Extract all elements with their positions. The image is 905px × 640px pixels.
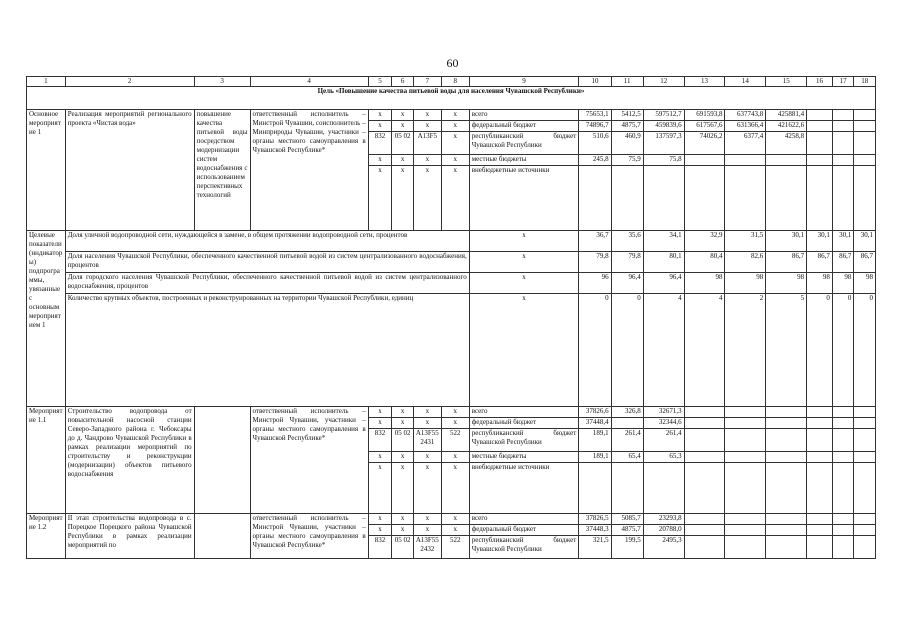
amount-cell	[766, 166, 807, 231]
amount-cell: 261,4	[611, 429, 643, 452]
funding-source: республиканский бюджет Чувашской Республики	[469, 429, 579, 452]
target-article-code: x	[413, 166, 441, 231]
indicator-value: 79,8	[611, 252, 643, 273]
amount-cell: 32671,3	[643, 407, 684, 418]
amount-cell: 421622,6	[766, 121, 807, 132]
amount-cell	[807, 536, 833, 559]
indicator-value: 5	[766, 294, 807, 407]
grbs-code: 832	[368, 429, 392, 452]
amount-cell	[807, 132, 833, 155]
indicator-value: 0	[611, 294, 643, 407]
amount-cell	[807, 525, 833, 536]
column-number-7: 7	[413, 77, 441, 87]
indicator-value: 98	[832, 273, 853, 294]
amount-cell	[854, 132, 876, 155]
amount-cell	[684, 155, 725, 166]
amount-cell: 321,5	[579, 536, 611, 559]
amount-cell	[832, 514, 853, 525]
amount-cell	[854, 155, 876, 166]
amount-cell	[807, 110, 833, 121]
amount-cell	[832, 166, 853, 231]
amount-cell	[725, 155, 766, 166]
grbs-code: x	[368, 121, 392, 132]
indicator-value: 96,4	[611, 273, 643, 294]
mer1-row	[27, 110, 876, 121]
amount-cell: 20788,0	[643, 525, 684, 536]
funding-source: республиканский бюджет Чувашской Республики	[469, 536, 579, 559]
program-table	[26, 76, 876, 559]
indicator-value: 30,1	[807, 231, 833, 252]
indicator-value: 32,9	[684, 231, 725, 252]
mer1-name: Реализация мероприятий регионального проекта «Чистая вода»	[65, 110, 194, 231]
section-code: x	[392, 525, 413, 536]
amount-cell	[684, 452, 725, 463]
column-number-14: 14	[725, 77, 766, 87]
amount-cell: 75653,1	[579, 110, 611, 121]
amount-cell	[854, 121, 876, 132]
amount-cell	[854, 536, 876, 559]
column-number-5: 5	[368, 77, 392, 87]
indicator-name: Количество крупных объектов, построенных и реконструированных на территории Чувашской Республики, единиц	[65, 294, 469, 407]
amount-cell	[832, 155, 853, 166]
indicator-value: 0	[854, 294, 876, 407]
mer11-name: Строительство водопровода от повысительной насосной станции Северо-Западного района г. Чебоксары до д. Чандрово Чувашской Республики в рамках реализации мероприятий по строительству и реконструкции (модернизации) объектов питьевого водоснабжения	[65, 407, 194, 514]
amount-cell	[807, 121, 833, 132]
expense-type-code: x	[441, 407, 469, 418]
amount-cell: 4258,8	[766, 132, 807, 155]
amount-cell: 74026,2	[684, 132, 725, 155]
mer11-number: Мероприятие 1.1	[27, 407, 66, 514]
amount-cell	[684, 525, 725, 536]
target-article-code: x	[413, 110, 441, 121]
amount-cell	[832, 452, 853, 463]
amount-cell	[832, 407, 853, 418]
amount-cell	[766, 463, 807, 514]
grbs-code: x	[368, 155, 392, 166]
amount-cell: 245,8	[579, 155, 611, 166]
column-number-12: 12	[643, 77, 684, 87]
amount-cell	[725, 407, 766, 418]
grbs-code: 832	[368, 132, 392, 155]
expense-type-code: x	[441, 452, 469, 463]
section-code: x	[392, 418, 413, 429]
amount-cell: 65,4	[611, 452, 643, 463]
amount-cell: 37826,5	[579, 514, 611, 525]
amount-cell	[725, 514, 766, 525]
amount-cell: 75,9	[611, 155, 643, 166]
expense-type-code: x	[441, 121, 469, 132]
amount-cell: 75,8	[643, 155, 684, 166]
indicator-value: 35,6	[611, 231, 643, 252]
amount-cell: 4875,7	[611, 121, 643, 132]
amount-cell	[725, 536, 766, 559]
amount-cell	[807, 407, 833, 418]
mer12-executors: ответственный исполнитель – Минстрой Чувашии, участники – органы местного самоуправления в Чувашской Республике*	[250, 514, 368, 559]
section-code: x	[392, 166, 413, 231]
indicator-value: 96	[579, 273, 611, 294]
funding-source: внебюджетные источники	[469, 463, 579, 514]
target-article-code: x	[413, 407, 441, 418]
amount-cell: 189,1	[579, 429, 611, 452]
amount-cell	[854, 514, 876, 525]
mer12-row	[27, 514, 876, 525]
target-article-code: A13F552432	[413, 536, 441, 559]
target-article-code: x	[413, 514, 441, 525]
amount-cell	[766, 418, 807, 429]
amount-cell	[854, 110, 876, 121]
amount-cell	[832, 525, 853, 536]
amount-cell: 510,6	[579, 132, 611, 155]
indicator-value: 86,7	[832, 252, 853, 273]
indicator-mark: x	[469, 273, 579, 294]
target-article-code: x	[413, 155, 441, 166]
funding-source: внебюджетные источники	[469, 166, 579, 231]
grbs-code: x	[368, 514, 392, 525]
amount-cell: 637743,8	[725, 110, 766, 121]
column-number-13: 13	[684, 77, 725, 87]
amount-cell: 199,5	[611, 536, 643, 559]
indicator-mark: x	[469, 294, 579, 407]
indicators-label: Целевые показатели (индикаторы) подпрограммы, увязанные с основным мероприятием 1	[27, 231, 66, 407]
indicator-value: 98	[854, 273, 876, 294]
column-number-10: 10	[579, 77, 611, 87]
grbs-code: x	[368, 525, 392, 536]
amount-cell: 2495,3	[643, 536, 684, 559]
column-number-9: 9	[469, 77, 579, 87]
grbs-code: x	[368, 407, 392, 418]
indicator-row	[27, 231, 876, 252]
amount-cell	[766, 429, 807, 452]
indicator-value: 30,1	[766, 231, 807, 252]
indicator-value: 86,7	[807, 252, 833, 273]
amount-cell	[725, 418, 766, 429]
amount-cell	[832, 536, 853, 559]
amount-cell	[725, 166, 766, 231]
grbs-code: x	[368, 418, 392, 429]
amount-cell	[766, 407, 807, 418]
grbs-code: 832	[368, 536, 392, 559]
section-code: 05 02	[392, 132, 413, 155]
column-number-16: 16	[807, 77, 833, 87]
mer11-purpose	[194, 407, 250, 514]
amount-cell	[684, 407, 725, 418]
goal-row	[27, 87, 876, 110]
indicator-value: 98	[725, 273, 766, 294]
mer12-name: II этап строительства водопровода в с. Порецкое Порецкого района Чувашской Республики в рамках реализации мероприятий по	[65, 514, 194, 559]
amount-cell	[807, 429, 833, 452]
page-number: 60	[446, 56, 459, 70]
expense-type-code: 522	[441, 536, 469, 559]
indicator-value: 79,8	[579, 252, 611, 273]
amount-cell	[854, 429, 876, 452]
indicator-value: 0	[807, 294, 833, 407]
indicator-value: 31,5	[725, 231, 766, 252]
indicator-value: 30,1	[854, 231, 876, 252]
amount-cell	[832, 418, 853, 429]
amount-cell: 37448,4	[579, 418, 611, 429]
indicator-row	[27, 294, 876, 407]
section-code: x	[392, 121, 413, 132]
amount-cell	[684, 463, 725, 514]
mer12-number: Мероприятие 1.2	[27, 514, 66, 559]
column-number-8: 8	[441, 77, 469, 87]
target-article-code: x	[413, 452, 441, 463]
indicator-mark: x	[469, 252, 579, 273]
column-number-row	[27, 77, 876, 87]
amount-cell: 32344,6	[643, 418, 684, 429]
funding-source: федеральный бюджет	[469, 418, 579, 429]
grbs-code: x	[368, 110, 392, 121]
amount-cell: 37448,3	[579, 525, 611, 536]
indicator-name: Доля уличной водопроводной сети, нуждающейся в замене, в общем протяжении водопроводной сети, процентов	[65, 231, 469, 252]
amount-cell	[766, 525, 807, 536]
section-code: 05 02	[392, 536, 413, 559]
amount-cell	[684, 429, 725, 452]
expense-type-code: x	[441, 166, 469, 231]
amount-cell	[684, 418, 725, 429]
amount-cell	[684, 166, 725, 231]
amount-cell	[832, 132, 853, 155]
grbs-code: x	[368, 166, 392, 231]
amount-cell: 37826,6	[579, 407, 611, 418]
amount-cell: 425881,4	[766, 110, 807, 121]
amount-cell: 326,8	[611, 407, 643, 418]
funding-source: местные бюджеты	[469, 452, 579, 463]
amount-cell: 597512,7	[643, 110, 684, 121]
amount-cell	[684, 536, 725, 559]
expense-type-code: x	[441, 525, 469, 536]
amount-cell	[807, 514, 833, 525]
amount-cell	[766, 452, 807, 463]
amount-cell	[854, 166, 876, 231]
indicator-value: 0	[832, 294, 853, 407]
indicator-value: 4	[643, 294, 684, 407]
expense-type-code: x	[441, 514, 469, 525]
indicator-value: 98	[807, 273, 833, 294]
column-number-11: 11	[611, 77, 643, 87]
amount-cell: 74896,7	[579, 121, 611, 132]
mer12-purpose	[194, 514, 250, 559]
column-number-1: 1	[27, 77, 66, 87]
amount-cell	[579, 166, 611, 231]
indicator-value: 30,1	[832, 231, 853, 252]
expense-type-code: x	[441, 155, 469, 166]
column-number-6: 6	[392, 77, 413, 87]
indicator-value: 36,7	[579, 231, 611, 252]
expense-type-code: x	[441, 110, 469, 121]
amount-cell	[611, 463, 643, 514]
section-code: x	[392, 407, 413, 418]
column-number-4: 4	[250, 77, 368, 87]
amount-cell: 6377,4	[725, 132, 766, 155]
amount-cell	[725, 452, 766, 463]
amount-cell	[611, 418, 643, 429]
amount-cell	[854, 452, 876, 463]
grbs-code: x	[368, 452, 392, 463]
amount-cell	[579, 463, 611, 514]
amount-cell	[611, 166, 643, 231]
amount-cell	[766, 536, 807, 559]
indicator-row	[27, 252, 876, 273]
section-code: 05 02	[392, 429, 413, 452]
indicator-value: 82,6	[725, 252, 766, 273]
amount-cell: 65,3	[643, 452, 684, 463]
amount-cell	[807, 452, 833, 463]
amount-cell: 189,1	[579, 452, 611, 463]
indicator-value: 80,4	[684, 252, 725, 273]
target-article-code: x	[413, 525, 441, 536]
target-article-code: x	[413, 463, 441, 514]
indicator-value: 0	[579, 294, 611, 407]
amount-cell	[766, 514, 807, 525]
amount-cell: 631366,4	[725, 121, 766, 132]
section-code: x	[392, 110, 413, 121]
amount-cell	[684, 514, 725, 525]
amount-cell	[854, 418, 876, 429]
indicator-name: Доля населения Чувашской Республики, обеспеченного качественной питьевой водой из систем централизованного водоснабжения, процентов	[65, 252, 469, 273]
amount-cell: 617567,6	[684, 121, 725, 132]
grbs-code: x	[368, 463, 392, 514]
indicator-value: 98	[766, 273, 807, 294]
amount-cell: 691593,8	[684, 110, 725, 121]
target-article-code: A13F552431	[413, 429, 441, 452]
amount-cell: 261,4	[643, 429, 684, 452]
funding-source: федеральный бюджет	[469, 121, 579, 132]
mer1-purpose: повышение качества питьевой воды посредством модернизации систем водоснабжения с использованием перспективных технологий	[194, 110, 250, 231]
amount-cell	[807, 166, 833, 231]
mer1-executors: ответственный исполнитель – Минстрой Чувашии, соисполнитель – Минприроды Чувашии, участники – органы местного самоуправления в Чувашской Республике*	[250, 110, 368, 231]
mer1-number: Основное мероприятие 1	[27, 110, 66, 231]
funding-source: республиканский бюджет Чувашской Республики	[469, 132, 579, 155]
section-code: x	[392, 155, 413, 166]
amount-cell	[643, 166, 684, 231]
funding-source: всего	[469, 110, 579, 121]
amount-cell	[832, 463, 853, 514]
column-number-18: 18	[854, 77, 876, 87]
section-code: x	[392, 514, 413, 525]
indicator-value: 86,7	[854, 252, 876, 273]
indicator-value: 80,1	[643, 252, 684, 273]
column-number-17: 17	[832, 77, 853, 87]
column-number-15: 15	[766, 77, 807, 87]
funding-source: всего	[469, 514, 579, 525]
amount-cell	[807, 155, 833, 166]
amount-cell	[854, 463, 876, 514]
funding-source: всего	[469, 407, 579, 418]
target-article-code: x	[413, 121, 441, 132]
column-number-2: 2	[65, 77, 194, 87]
amount-cell	[832, 429, 853, 452]
amount-cell	[832, 121, 853, 132]
indicator-value: 96,4	[643, 273, 684, 294]
expense-type-code: 522	[441, 429, 469, 452]
section-code: x	[392, 452, 413, 463]
indicator-value: 86,7	[766, 252, 807, 273]
indicator-row	[27, 273, 876, 294]
mer11-row	[27, 407, 876, 418]
amount-cell	[725, 463, 766, 514]
amount-cell: 459839,6	[643, 121, 684, 132]
amount-cell	[854, 525, 876, 536]
amount-cell	[725, 525, 766, 536]
funding-source: местные бюджеты	[469, 155, 579, 166]
goal-title: Цель «Повышение качества питьевой воды для населения Чувашской Республики»	[27, 87, 876, 110]
amount-cell: 460,9	[611, 132, 643, 155]
indicator-mark: x	[469, 231, 579, 252]
amount-cell	[807, 463, 833, 514]
expense-type-code: x	[441, 463, 469, 514]
expense-type-code: x	[441, 132, 469, 155]
target-article-code: x	[413, 418, 441, 429]
amount-cell	[854, 407, 876, 418]
expense-type-code: x	[441, 418, 469, 429]
mer11-executors: ответственный исполнитель – Минстрой Чувашии, участники – органы местного самоуправления в Чувашской Республике*	[250, 407, 368, 514]
amount-cell: 137597,3	[643, 132, 684, 155]
column-number-3: 3	[194, 77, 250, 87]
indicator-name: Доля городского населения Чувашской Республики, обеспеченного качественной питьевой водой из систем централизованного водоснабжения, процентов	[65, 273, 469, 294]
amount-cell: 23293,8	[643, 514, 684, 525]
amount-cell: 4875,7	[611, 525, 643, 536]
section-code: x	[392, 463, 413, 514]
amount-cell	[832, 110, 853, 121]
target-article-code: A13F5	[413, 132, 441, 155]
funding-source: федеральный бюджет	[469, 525, 579, 536]
amount-cell: 5412,5	[611, 110, 643, 121]
amount-cell	[766, 155, 807, 166]
indicator-value: 34,1	[643, 231, 684, 252]
indicator-value: 2	[725, 294, 766, 407]
amount-cell: 5085,7	[611, 514, 643, 525]
amount-cell	[725, 429, 766, 452]
indicator-value: 4	[684, 294, 725, 407]
amount-cell	[643, 463, 684, 514]
amount-cell	[807, 418, 833, 429]
indicator-value: 98	[684, 273, 725, 294]
